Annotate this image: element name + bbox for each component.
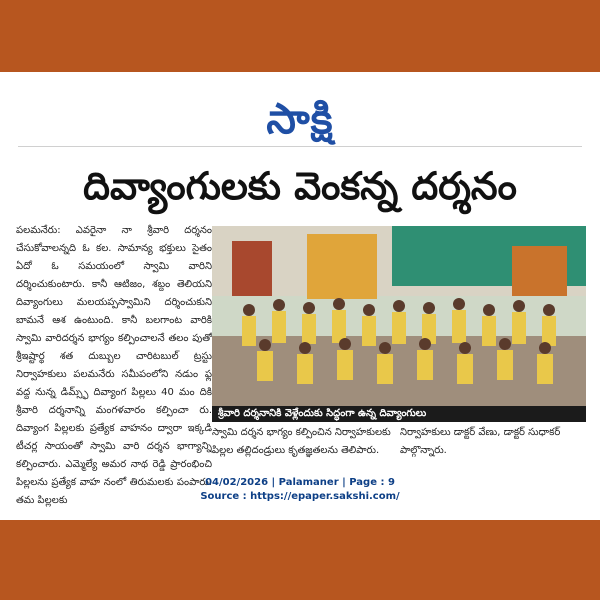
source-link[interactable]: Source : https://epaper.sakshi.com/	[200, 491, 400, 502]
article-headline: దివ్యాంగులకు వెంకన్న దర్శనం	[83, 164, 517, 208]
edition-date-page: 04/02/2026 | Palamaner | Page : 9	[205, 477, 395, 488]
article-photo	[212, 226, 586, 406]
article-body-middle-column: స్వామి దర్శన భాగ్యం కల్పించిన నిర్వాహకులకు పిల్లల తల్లిదండ్రులు కృతజ్ఞతలను తెలిపారు.	[212, 427, 391, 456]
article-body-right-column: నిర్వాహకులు డాక్టర్ వేణు, డాక్టర్ సుధాకర్ పాల్గొన్నారు.	[400, 427, 561, 456]
photo-caption: శ్రీవారి దర్శనానికి వెళ్లేందుకు సిద్ధంగా ఉన్న దివ్యాంగులు	[212, 406, 586, 422]
newspaper-clipping	[0, 72, 600, 520]
newspaper-masthead: సాక్షి	[266, 94, 334, 143]
group-photo-illustration	[212, 226, 586, 406]
article-body-left-column: పలమనేరు: ఎవరైనా నా శ్రీవారి దర్శనం చేసుకోవాలన్నది ఓ కల. సామాన్య భక్తులు సైతం ఏదో ఓ సమయంలో స్వామి వారిని దర్శించుకుంటారు. కానీ ఆటిజం, శబ్దం తెలియని దివ్యాంగులు మలయప్పస్వామిని దర్శించుకుని బామనే ఆశ ఉంటుంది. కానీ బలగాంట వారికి స్వామి వారిదర్శన భాగ్యం కల్పించాలనే తలం పుతో శ్రీఇష్టార్థ శత దుబ్బుల చారిటబుల్ ట్రస్టు నిర్వాహకులు పలమనేరు సమీపంలోని నడుం ఫ్ల వద్ద నున్న డిమ్స్ఫ్ దివ్యాంగ పిల్లలు 40 మం దికి శ్రీవారి దర్శనాన్ని మంగళవారం కల్పించా రు. దివ్యాంగ పిల్లలకు ప్రత్యేక వాహనం ద్వారా ఇక్కడి టీచర్ల సాయంతో స్వామి వారి దర్శన భాగ్యాన్ని కల్పించారు. ఎమ్మెల్యే అమర నాథ రెడ్డి ప్రారంభించి పిల్లలను ప్రత్యేక వాహ నంలో తిరుమలకు పంపారు. తమ పిల్లలకు	[16, 225, 212, 506]
masthead-divider	[18, 146, 582, 147]
edition-info	[0, 476, 600, 504]
